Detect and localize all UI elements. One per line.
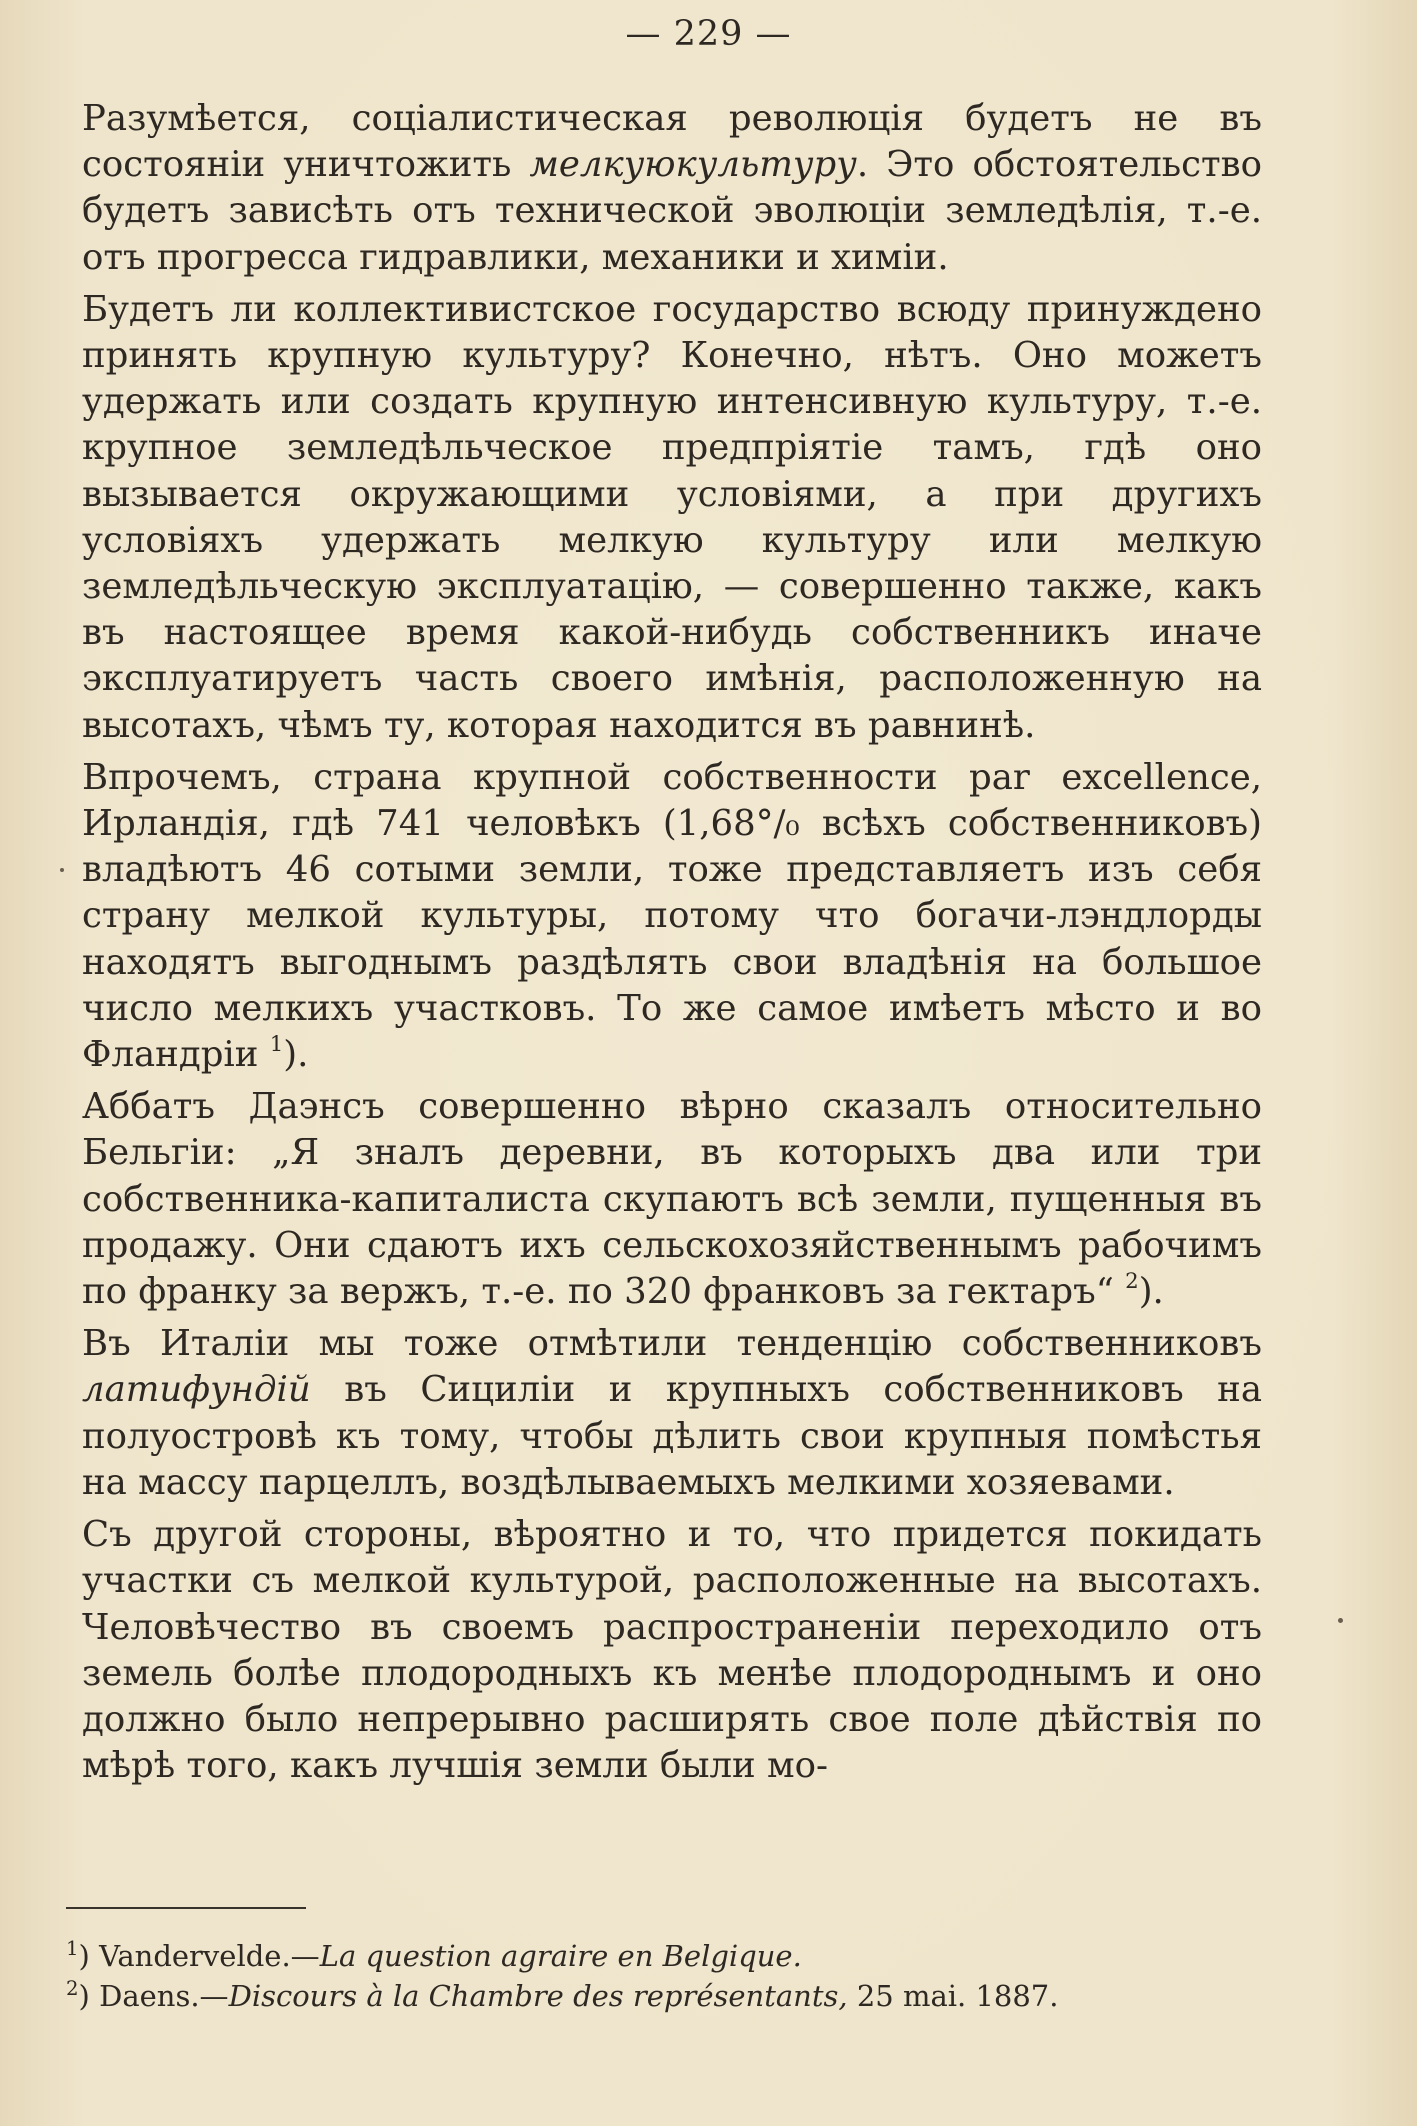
- paragraph-5-part-1: Въ Италіи мы тоже отмѣтили тенденцію собственниковъ: [82, 1323, 1262, 1365]
- paper-speck: [60, 868, 64, 872]
- paragraph-1-italic-term: мелкуюкультуру: [529, 144, 857, 186]
- page-number-header: — 229 —: [625, 14, 792, 54]
- paragraph-4-end: ).: [1138, 1271, 1164, 1313]
- paragraph-3-end: ).: [283, 1034, 309, 1076]
- footnote-2: [66, 1976, 1266, 2016]
- paragraph-5-part-3: въ Сициліи и крупныхъ собственниковъ на полуостровѣ къ тому, чтобы дѣлить свои крупныя помѣстья на массу парцеллъ, воздѣлываемыхъ мелкими хозяевами.: [82, 1369, 1262, 1503]
- paragraph-1: [82, 96, 1262, 281]
- paragraph-5-italic-term: латифундій: [82, 1369, 311, 1411]
- paragraph-6-text: Съ другой стороны, вѣроятно и то, что придется покидать участки съ мелкой культурой, расположенные на высотахъ. Человѣчество въ своемъ распространеніи переходило отъ земель болѣе плодородныхъ къ менѣе плодороднымъ и оно должно было непрерывно расширять свое поле дѣйствія по мѣрѣ того, какъ лучшія земли были мо-: [82, 1514, 1262, 1787]
- footnotes: [66, 1936, 1266, 2016]
- paragraph-2: [82, 287, 1262, 749]
- paper-speck: [1338, 1618, 1343, 1623]
- paragraph-3: [82, 755, 1262, 1078]
- footnote-2-date: 25 mai. 1887.: [847, 1979, 1059, 2013]
- footnote-2-mark: 2: [66, 1977, 79, 2001]
- paragraph-5: [82, 1321, 1262, 1506]
- footnote-separator: [66, 1907, 306, 1909]
- footnote-1: [66, 1936, 1266, 1976]
- footnote-ref-2: 2: [1125, 1269, 1139, 1295]
- paragraph-6: [82, 1512, 1262, 1789]
- footnote-1-mark: 1: [66, 1937, 79, 1961]
- footnote-2-author: ) Daens.—: [78, 1979, 229, 2013]
- paragraph-1-part-3: . Это обстоятельство будетъ зависѣть отъ технической эволюціи земледѣлія, т.-е. отъ прогресса гидравлики, механики и химіи.: [82, 144, 1262, 278]
- paragraph-3-text: Впрочемъ, страна крупной собственности par excellence, Ирландія, гдѣ 741 человѣкъ (1,68°/₀ всѣхъ собственниковъ) владѣютъ 46 сотыми земли, тоже представляетъ изъ себя страну мелкой культуры, потому что богачи-лэндлорды находятъ выгоднымъ раздѣлять свои владѣнія на большое число мелкихъ участковъ. То же самое имѣетъ мѣсто и во Фландріи: [82, 756, 1262, 1076]
- paragraph-2-text: Будетъ ли коллективистское государство всюду принуждено принять крупную культуру? Конечно, нѣтъ. Оно можетъ удержать или создать крупную интенсивную культуру, т.-е. крупное земледѣльческое предпріятіе тамъ, гдѣ оно вызывается окружающими условіями, а при другихъ условіяхъ удержать мелкую культуру или мелкую земледѣльческую эксплуатацію, — совершенно также, какъ въ настоящее время какой-нибудь собственникъ иначе эксплуатируетъ часть своего имѣнія, расположенную на высотахъ, чѣмъ ту, которая находится въ равнинѣ.: [82, 288, 1262, 746]
- footnote-1-author: ) Vandervelde.—: [78, 1939, 320, 1973]
- footnote-1-title: La question agraire en Belgique.: [319, 1939, 802, 1973]
- footnote-2-title: Discours à la Chambre des représentants,: [228, 1979, 848, 2013]
- paragraph-4: [82, 1084, 1262, 1315]
- paragraph-1-part-1: Разумѣется, соціалистическая революція будетъ не въ состояніи уничтожить: [82, 98, 1262, 186]
- paragraph-4-text: Аббатъ Даэнсъ совершенно вѣрно сказалъ относительно Бельгіи: „Я зналъ деревни, въ которыхъ два или три собственника-капиталиста скупаютъ всѣ земли, пущенныя въ продажу. Они сдаютъ ихъ сельскохозяйственнымъ рабочимъ по франку за вержъ, т.-е. по 320 франковъ за гектаръ“: [82, 1086, 1262, 1313]
- body-text: [82, 96, 1262, 1789]
- footnote-ref-1: 1: [269, 1032, 284, 1058]
